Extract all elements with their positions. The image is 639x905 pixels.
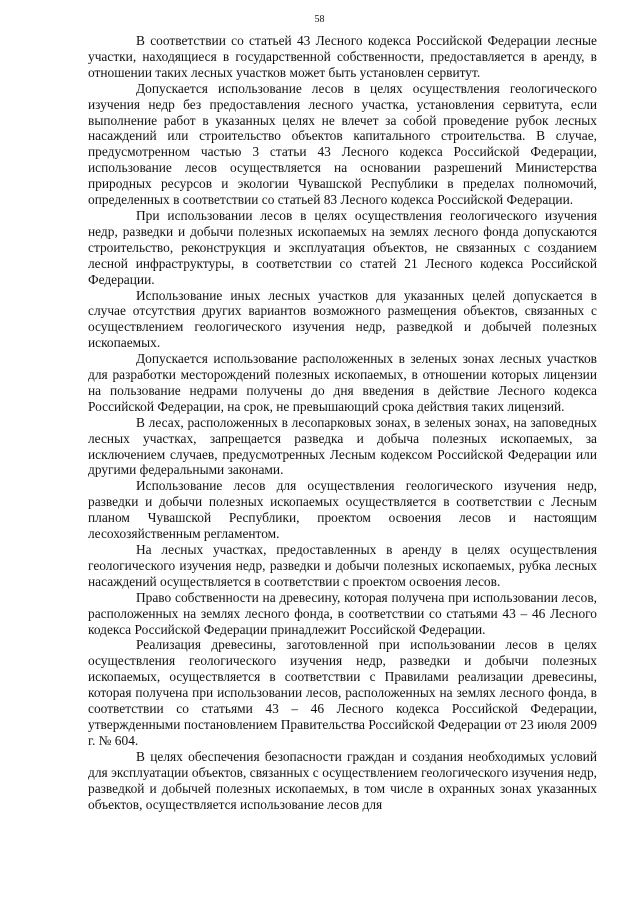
paragraph: Допускается использование лесов в целях осуществления геологического изучения недр без предоставления лесного участка, установления сервитута, если выполнение работ в указанных целях не влечет за собой проведение рубок лесных насаждений или строительство объектов капитального строительства. В случае, предусмотренном частью 3 статьи 43 Лесного кодекса Российской Федерации, использование лесов осуществляется на основании разрешений Министерства природных ресурсов и экологии Чувашской Республики в пределах полномочий, определенных в соответствии со статьей 83 Лесного кодекса Российской Федерации.	[88, 80, 597, 208]
paragraph: На лесных участках, предоставленных в аренду в целях осуществления геологического изучения недр, разведки и добычи полезных ископаемых, рубка лесных насаждений осуществляется в соответствии с проектом освоения лесов.	[88, 542, 597, 589]
paragraph: В целях обеспечения безопасности граждан и создания необходимых условий для эксплуатации объектов, связанных с осуществлением геологического изучения недр, разведкой и добычей полезных ископаемых, в том числе в охранных зонах указанных объектов, осуществляется использование лесов для	[88, 748, 597, 812]
paragraph: При использовании лесов в целях осуществления геологического изучения недр, разведки и добычи полезных ископаемых на землях лесного фонда допускаются строительство, реконструкция и эксплуатация объектов, не связанных с созданием лесной инфраструктуры, в соответствии со статей 21 Лесного кодекса Российской Федерации.	[88, 207, 597, 287]
paragraph: Использование лесов для осуществления геологического изучения недр, разведки и добычи полезных ископаемых осуществляется в соответствии с Лесным планом Чувашской Республики, проектом освоения лесов и настоящим лесохозяйственным регламентом.	[88, 478, 597, 542]
paragraph: В лесах, расположенных в лесопарковых зонах, в зеленых зонах, на заповедных лесных участках, запрещается разведка и добыча полезных ископаемых, за исключением случаев, предусмотренных Лесным кодексом Российской Федерации или другими федеральными законами.	[88, 414, 597, 478]
paragraph: Допускается использование расположенных в зеленых зонах лесных участков для разработки месторождений полезных ископаемых, в отношении которых лицензии на пользование недрами получены до дня введения в действие Лесного кодекса Российской Федерации, на срок, не превышающий срока действия таких лицензий.	[88, 351, 597, 414]
page-number: 58	[314, 14, 325, 25]
paragraph: Использование иных лесных участков для указанных целей допускается в случае отсутствия других вариантов возможного размещения объектов, связанных с осуществлением геологического изучения недр, разведкой и добычей полезных ископаемых.	[88, 287, 597, 351]
paragraph: В соответствии со статьей 43 Лесного кодекса Российской Федерации лесные участки, находящиеся в государственной собственности, предоставляется в аренду, в отношении таких лесных участков может быть установлен сервитут.	[88, 33, 597, 80]
paragraph: Реализация древесины, заготовленной при использовании лесов в целях осуществления геологического изучения недр, разведки и добычи полезных ископаемых, осуществляется в соответствии с Правилами реализации древесины, которая получена при использовании лесов, расположенных на землях лесного фонда, в соответствии со статьями 43 – 46 Лесного кодекса Российской Федерации, утвержденными постановлением Правительства Российской Федерации от 23 июля 2009 г. № 604.	[88, 637, 597, 748]
paragraph: Право собственности на древесину, которая получена при использовании лесов, расположенных на землях лесного фонда, в соответствии со статьями 43 – 46 Лесного кодекса Российской Федерации принадлежит Российской Федерации.	[88, 589, 597, 637]
document-body	[88, 33, 597, 812]
